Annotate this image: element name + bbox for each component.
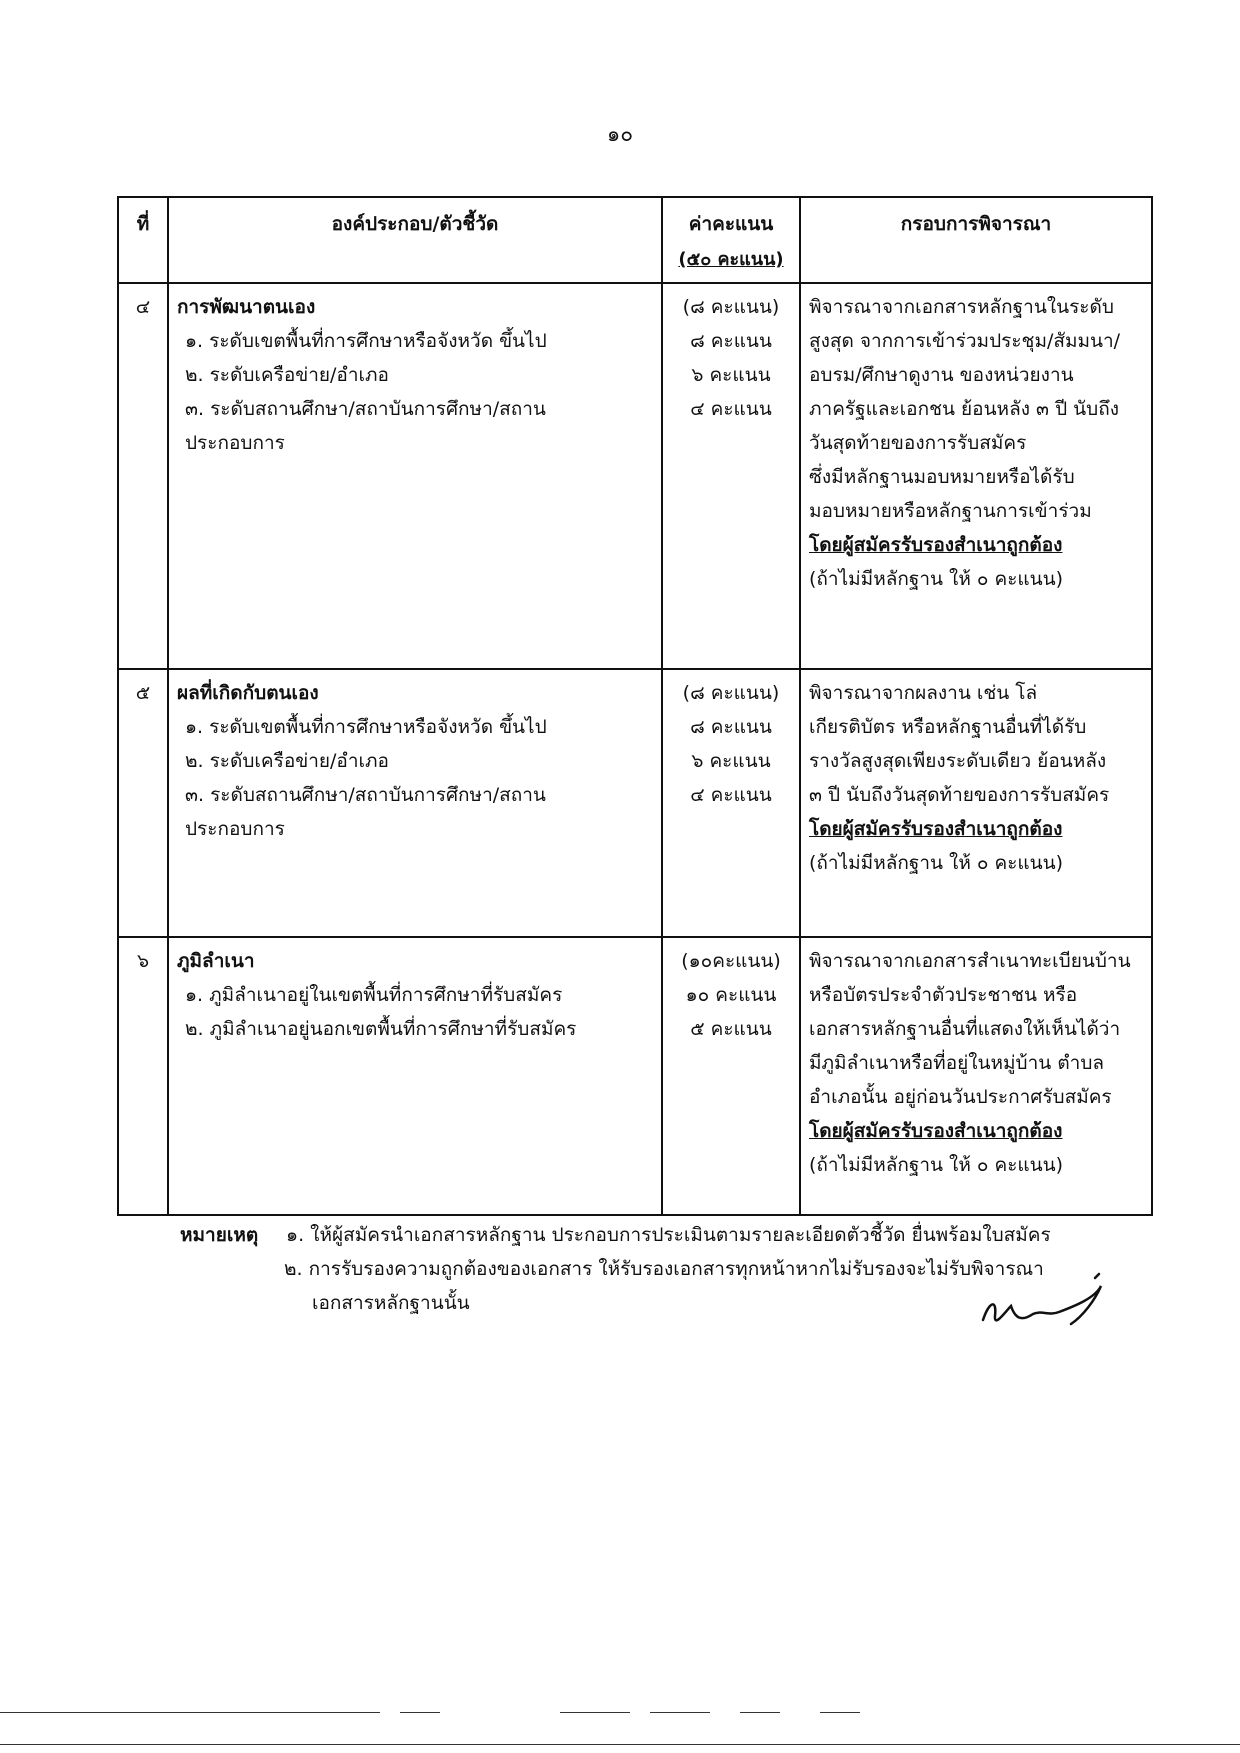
frame-text: พิจารณาจากเอกสารหลักฐานในระดับ xyxy=(809,296,1114,318)
scan-artifact-line xyxy=(0,1712,380,1713)
scan-artifact-line xyxy=(740,1712,780,1713)
row-number: ๕ xyxy=(118,669,168,937)
indicator-cell xyxy=(168,283,662,669)
frame-text: อำเภอนั้น อยู่ก่อนวันประกาศรับสมัคร xyxy=(809,1086,1112,1108)
scan-artifact-line xyxy=(820,1712,860,1713)
table-row xyxy=(118,937,1152,1215)
frame-text: ภาครัฐและเอกชน ย้อนหลัง ๓ ปี นับถึง xyxy=(809,398,1119,420)
indicator-level: ๑. ระดับเขตพื้นที่การศึกษาหรือจังหวัด ขึ้นไป xyxy=(185,716,547,738)
frame-text: เอกสารหลักฐานอื่นที่แสดงให้เห็นได้ว่า xyxy=(809,1018,1121,1040)
scan-artifact-line xyxy=(0,1744,1240,1745)
table-row xyxy=(118,283,1152,669)
score-value: ๕ คะแนน xyxy=(690,1018,772,1040)
scan-artifact-line xyxy=(650,1712,710,1713)
frame-cell xyxy=(800,669,1152,937)
score-value: ๖ คะแนน xyxy=(691,750,771,772)
indicator-title: ผลที่เกิดกับตนเอง xyxy=(177,682,319,704)
frame-text: พิจารณาจากผลงาน เช่น โล่ xyxy=(809,682,1038,704)
indicator-level: ๒. ระดับเครือข่าย/อำเภอ xyxy=(185,364,389,386)
frame-emphasis: โดยผู้สมัครรับรองสำเนาถูกต้อง xyxy=(809,534,1063,556)
indicator-title: การพัฒนาตนเอง xyxy=(177,296,316,318)
header-score-label: ค่าคะแนน xyxy=(688,213,774,235)
frame-text: เกียรติบัตร หรือหลักฐานอื่นที่ได้รับ xyxy=(809,716,1087,738)
frame-text: รางวัลสูงสุดเพียงระดับเดียว ย้อนหลัง xyxy=(809,750,1107,772)
indicator-cell xyxy=(168,937,662,1215)
scan-artifact-line xyxy=(560,1712,630,1713)
indicator-level: ๓. ระดับสถานศึกษา/สถาบันการศึกษา/สถาน xyxy=(185,398,546,420)
signature-mark xyxy=(975,1272,1125,1342)
frame-text: มอบหมายหรือหลักฐานการเข้าร่วม xyxy=(809,500,1092,522)
frame-note: (ถ้าไม่มีหลักฐาน ให้ ๐ คะแนน) xyxy=(809,852,1064,874)
frame-text: มีภูมิลำเนาหรือที่อยู่ในหมู่บ้าน ตำบล xyxy=(809,1052,1105,1074)
indicator-level: ๑. ระดับเขตพื้นที่การศึกษาหรือจังหวัด ขึ้นไป xyxy=(185,330,547,352)
table-row xyxy=(118,669,1152,937)
score-cell xyxy=(662,283,800,669)
frame-text: พิจารณาจากเอกสารสำเนาทะเบียนบ้าน xyxy=(809,950,1131,972)
indicator-cell xyxy=(168,669,662,937)
frame-emphasis: โดยผู้สมัครรับรองสำเนาถูกต้อง xyxy=(809,818,1063,840)
row-number: ๔ xyxy=(118,283,168,669)
score-cell xyxy=(662,937,800,1215)
indicator-level: ประกอบการ xyxy=(185,432,285,454)
table-header-row xyxy=(118,197,1152,283)
frame-text: ซึ่งมีหลักฐานมอบหมายหรือได้รับ xyxy=(809,466,1075,488)
header-score-total: (๕๐ คะแนน) xyxy=(678,249,784,270)
score-value: ๔ คะแนน xyxy=(690,784,772,806)
page-number: ๑๐ xyxy=(606,122,634,146)
score-total: (๘ คะแนน) xyxy=(682,296,780,318)
remark-text: เอกสารหลักฐานนั้น xyxy=(312,1292,470,1314)
frame-note: (ถ้าไม่มีหลักฐาน ให้ ๐ คะแนน) xyxy=(809,568,1064,590)
header-indicator: องค์ประกอบ/ตัวชี้วัด xyxy=(168,197,662,283)
frame-cell xyxy=(800,937,1152,1215)
header-no: ที่ xyxy=(118,197,168,283)
frame-text: อบรม/ศึกษาดูงาน ของหน่วยงาน xyxy=(809,364,1074,386)
frame-text: วันสุดท้ายของการรับสมัคร xyxy=(809,432,1027,454)
indicator-level: ประกอบการ xyxy=(185,818,285,840)
criteria-table xyxy=(117,196,1153,1216)
header-score xyxy=(662,197,800,283)
remark-text: ๒. การรับรองความถูกต้องของเอกสาร ให้รับรองเอกสารทุกหน้าหากไม่รับรองจะไม่รับพิจารณา xyxy=(284,1258,1044,1280)
remarks-label: หมายเหตุ xyxy=(180,1224,259,1246)
frame-text: สูงสุด จากการเข้าร่วมประชุม/สัมมนา/ xyxy=(809,330,1121,352)
indicator-level: ๑. ภูมิลำเนาอยู่ในเขตพื้นที่การศึกษาที่รับสมัคร xyxy=(185,984,563,1006)
row-number: ๖ xyxy=(118,937,168,1215)
indicator-level: ๒. ภูมิลำเนาอยู่นอกเขตพื้นที่การศึกษาที่รับสมัคร xyxy=(185,1018,577,1040)
score-value: ๘ คะแนน xyxy=(690,716,772,738)
score-value: ๘ คะแนน xyxy=(690,330,772,352)
remark-item xyxy=(180,1218,1140,1252)
score-total: (๘ คะแนน) xyxy=(682,682,780,704)
frame-cell xyxy=(800,283,1152,669)
remark-text: ๑. ให้ผู้สมัครนำเอกสารหลักฐาน ประกอบการประเมินตามรายละเอียดตัวชี้วัด ยื่นพร้อมใบสมัคร xyxy=(286,1224,1051,1246)
frame-text: ๓ ปี นับถึงวันสุดท้ายของการรับสมัคร xyxy=(809,784,1110,806)
indicator-level: ๒. ระดับเครือข่าย/อำเภอ xyxy=(185,750,389,772)
score-value: ๑๐ คะแนน xyxy=(685,984,777,1006)
score-value: ๔ คะแนน xyxy=(690,398,772,420)
frame-text: หรือบัตรประจำตัวประชาชน หรือ xyxy=(809,984,1078,1006)
header-frame: กรอบการพิจารณา xyxy=(800,197,1152,283)
indicator-title: ภูมิลำเนา xyxy=(177,950,255,972)
scan-artifact-line xyxy=(400,1712,440,1713)
frame-emphasis: โดยผู้สมัครรับรองสำเนาถูกต้อง xyxy=(809,1120,1063,1142)
indicator-level: ๓. ระดับสถานศึกษา/สถาบันการศึกษา/สถาน xyxy=(185,784,546,806)
score-cell xyxy=(662,669,800,937)
score-total: (๑๐คะแนน) xyxy=(681,950,781,972)
score-value: ๖ คะแนน xyxy=(691,364,771,386)
frame-note: (ถ้าไม่มีหลักฐาน ให้ ๐ คะแนน) xyxy=(809,1154,1064,1176)
